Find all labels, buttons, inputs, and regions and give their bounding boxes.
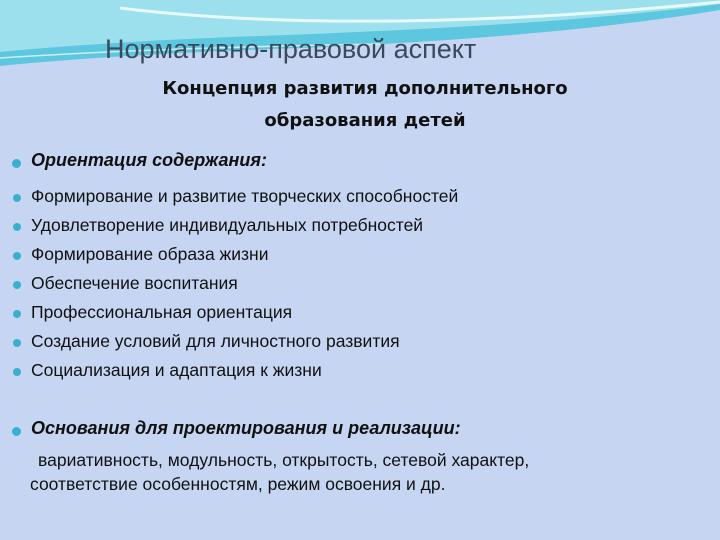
list-item: Профессиональная ориентация: [31, 302, 293, 322]
subtitle-line-1: Концепция развития дополнительного: [162, 78, 568, 99]
bullet-icon: [13, 310, 21, 318]
section-heading-foundations: Основания для проектирования и реализации:: [31, 418, 461, 438]
subtitle-line-2: образования детей: [264, 110, 466, 131]
bullet-icon: [13, 252, 21, 260]
list-item: Формирование и развитие творческих способностей: [31, 186, 459, 206]
list-item: Формирование образа жизни: [31, 244, 269, 264]
foundations-line-1: вариативность, модульность, открытость, сетевой характер,: [38, 450, 530, 470]
bullet-icon: [13, 339, 21, 347]
bullet-icon: [13, 368, 21, 376]
list-item: Удовлетворение индивидуальных потребностей: [31, 215, 424, 235]
list-item: Социализация и адаптация к жизни: [31, 360, 322, 380]
bullet-icon: [13, 281, 21, 289]
slide-subtitle: [100, 73, 630, 137]
list-item: Создание условий для личностного развития: [31, 331, 400, 351]
foundations-text: [30, 448, 670, 496]
section-heading-orientation: Ориентация содержания:: [31, 150, 267, 170]
list-item: Обеспечение воспитания: [31, 273, 238, 293]
slide-title: Нормативно-правовой аспект: [105, 34, 477, 64]
foundations-line-2: соответствие особенностям, режим освоения и др.: [30, 474, 446, 494]
bullet-icon: [12, 427, 21, 436]
bullet-icon: [13, 223, 21, 231]
bullet-icon: [13, 194, 21, 202]
bullet-icon: [12, 159, 21, 168]
